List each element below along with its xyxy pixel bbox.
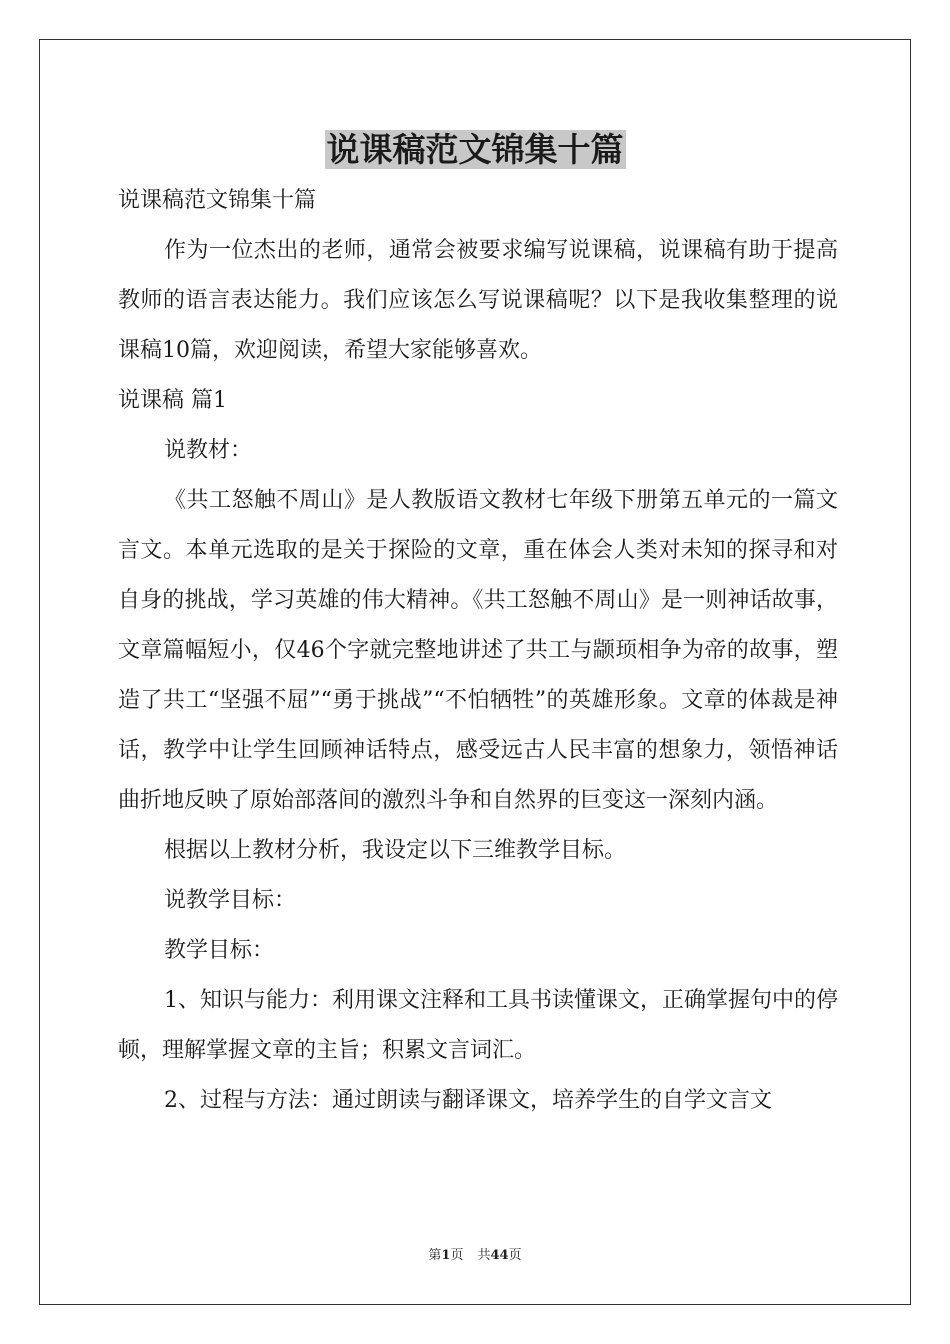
total-pages: 44 (490, 1248, 509, 1263)
goals-lead-paragraph: 根据以上教材分析，我设定以下三维教学目标。 (164, 838, 627, 863)
section-heading: 说课稿 篇1 (118, 388, 227, 413)
section-label-textbook: 说教材： (164, 438, 253, 463)
goals-heading: 教学目标： (164, 938, 275, 963)
page-prefix: 第 (428, 1248, 442, 1263)
page-number: 1 (441, 1248, 451, 1263)
subtitle-paragraph: 说课稿范文锦集十篇 (118, 188, 317, 213)
page-footer (0, 1246, 950, 1266)
intro-paragraph: 作为一位杰出的老师，通常会被要求编写说课稿，说课稿有助于提高教师的语言表达能力。我们应该怎么写说课稿呢？以下是我收集整理的说课稿10篇，欢迎阅读，希望大家能够喜欢。 (118, 238, 838, 363)
total-suffix: 页 (508, 1248, 522, 1263)
document-body (118, 176, 838, 1126)
document-title (0, 124, 950, 176)
total-prefix: 共 (477, 1248, 491, 1263)
page-suffix: 页 (450, 1248, 464, 1263)
section-label-goals: 说教学目标： (164, 888, 297, 913)
textbook-analysis-paragraph: 《共工怒触不周山》是人教版语文教材七年级下册第五单元的一篇文言文。本单元选取的是关于探险的文章，重在体会人类对未知的探寻和对自身的挑战，学习英雄的伟大精神。《共工怒触不周山》是一则神话故事，文章篇幅短小，仅46个字就完整地讲述了共工与颛顼相争为帝的故事，塑造了共工“坚强不屈”“勇于挑战”“不怕牺牲”的英雄形象。文章的体裁是神话，教学中让学生回顾神话特点，感受远古人民丰富的想象力，领悟神话曲折地反映了原始部落间的激烈斗争和自然界的巨变这一深刻内涵。 (118, 488, 838, 813)
goal-item-1: 1、知识与能力：利用课文注释和工具书读懂课文，正确掌握句中的停顿，理解掌握文章的主旨；积累文言词汇。 (118, 988, 838, 1063)
document-title-text: 说课稿范文锦集十篇 (326, 130, 624, 169)
goal-item-2: 2、过程与方法：通过朗读与翻译课文，培养学生的自学文言文 (164, 1088, 772, 1113)
